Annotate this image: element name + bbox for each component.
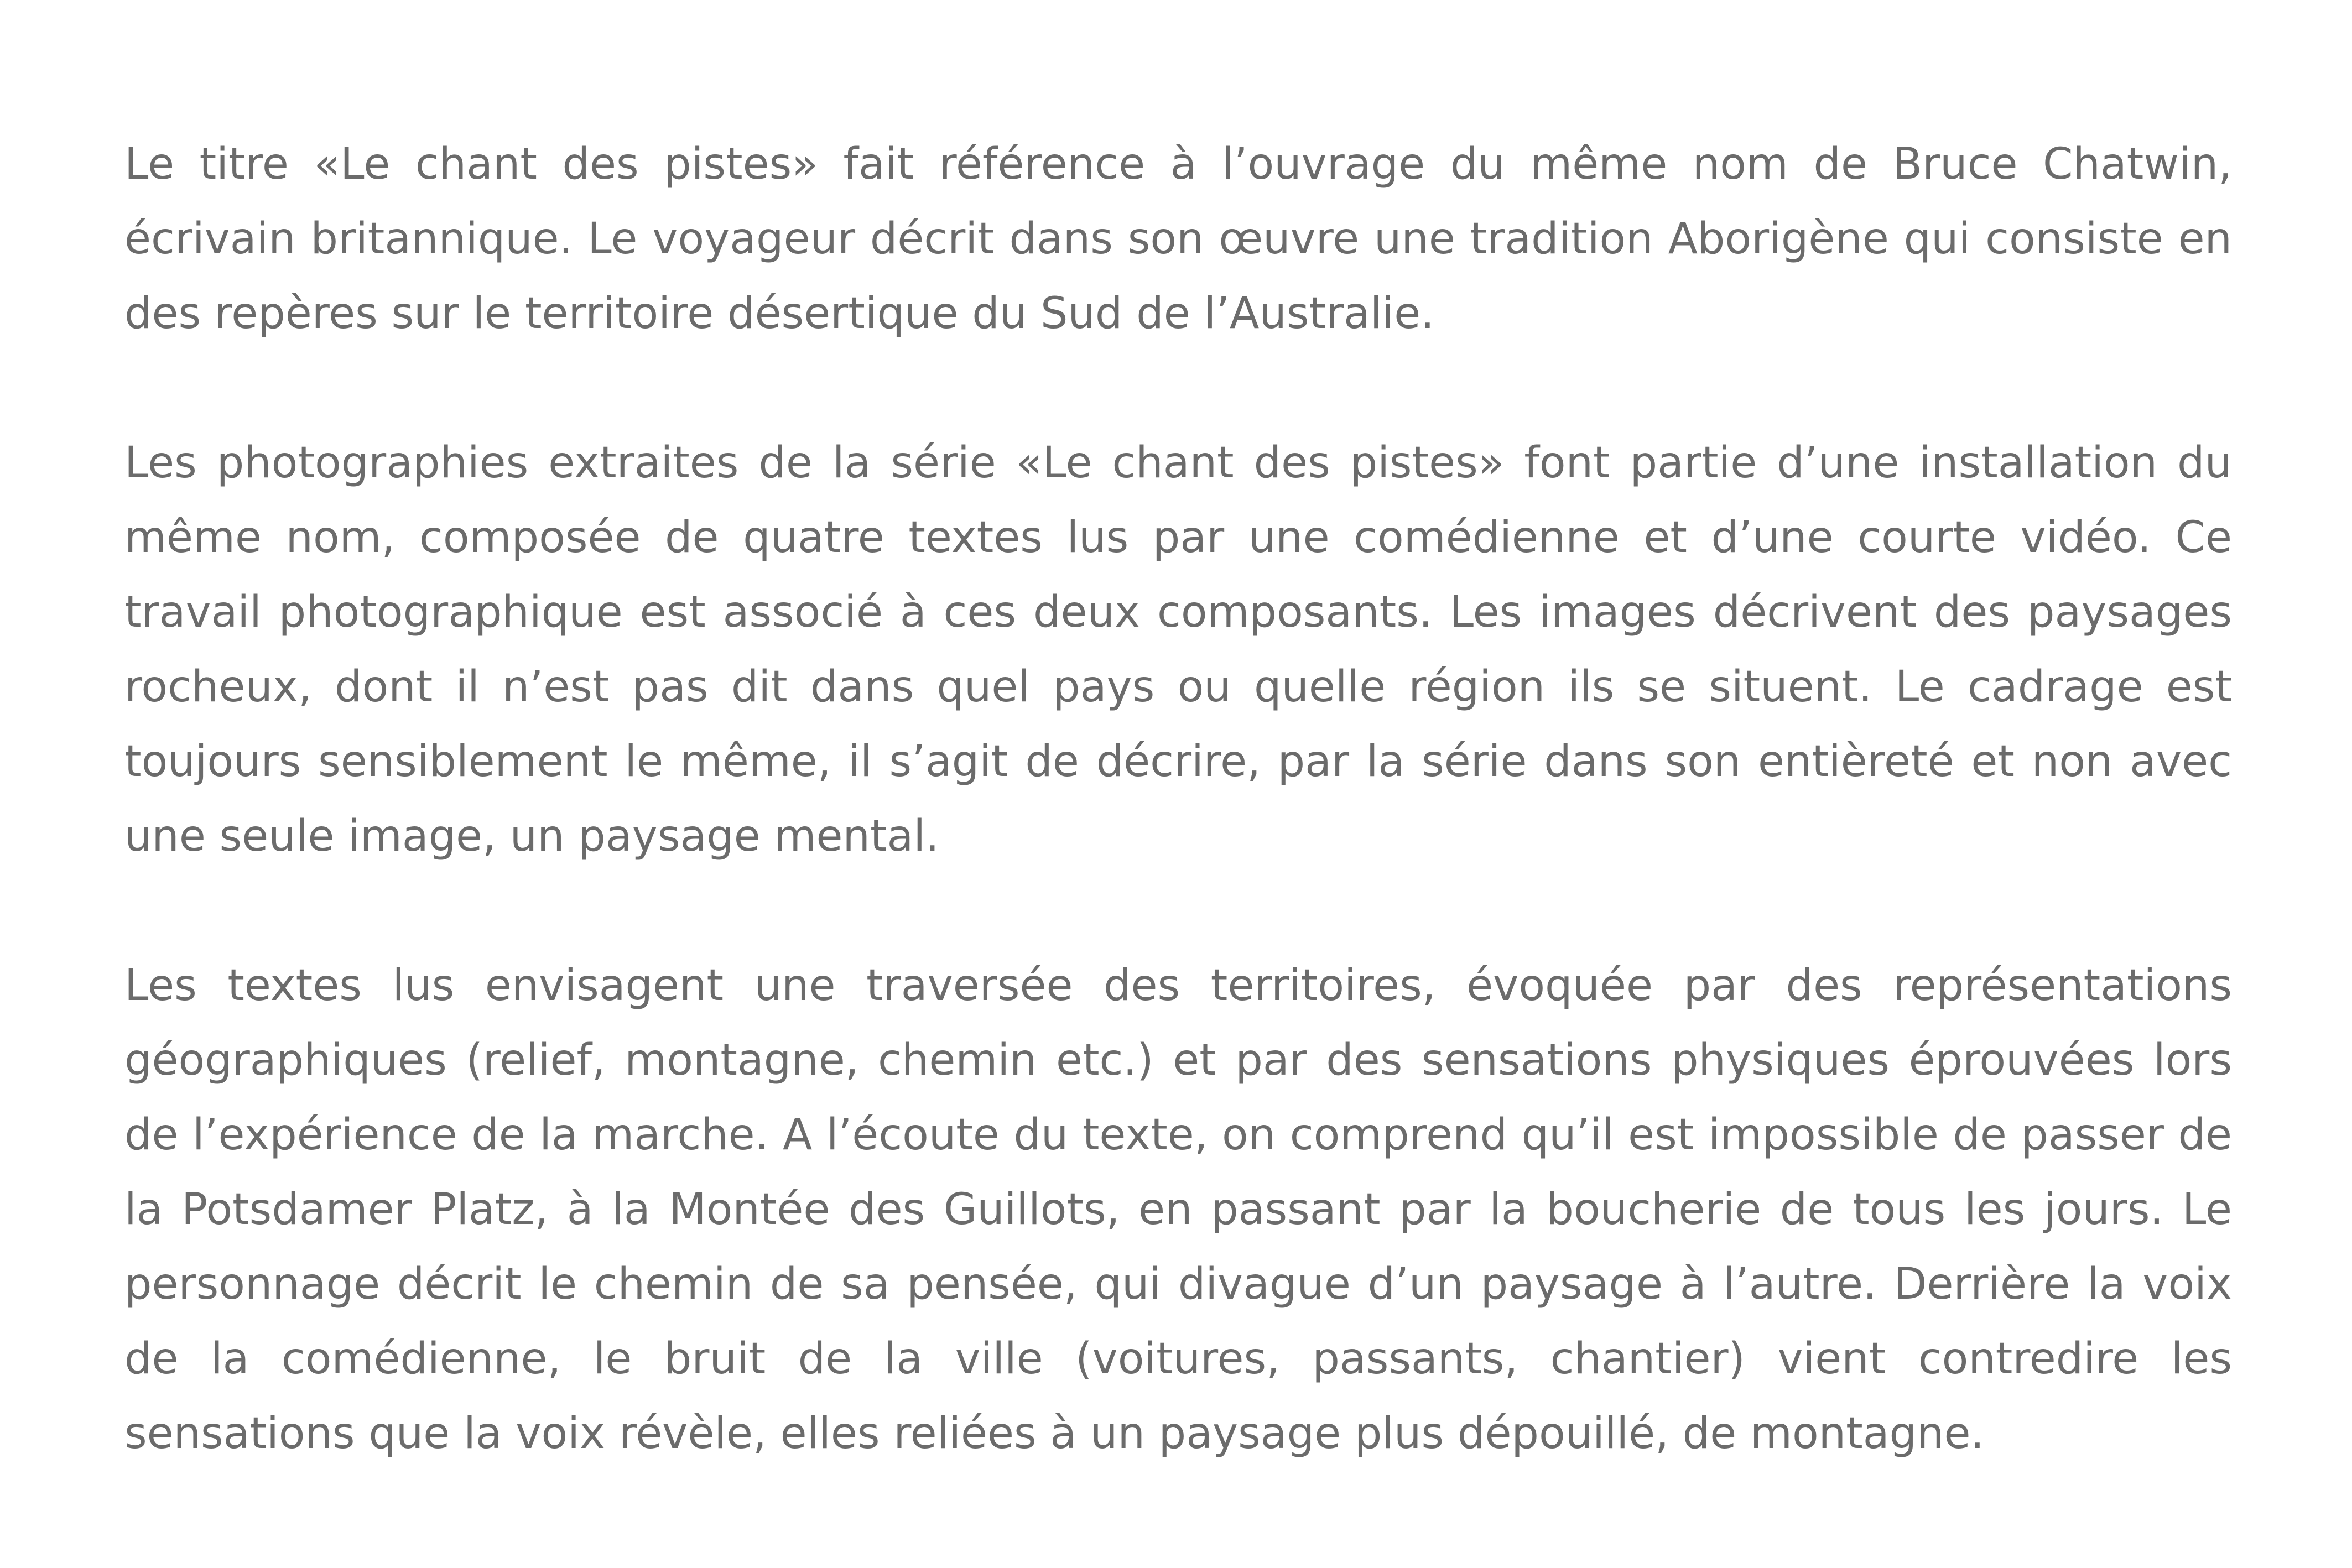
paragraph-texts: Les textes lus envisagent une traversée des territoires, évoquée par des représentations géographiques (relief, montagne, chemin etc.) et par des sensations physiques éprouvées lors de l’expérience de la marche. A l’écoute du texte, on comprend qu’il est impossible de passer de la Potsdamer Platz, à la Montée des Guillots, en passant par la boucherie de tous les jours. Le personnage décrit le chemin de sa pensée, qui divague d’un paysage à l’autre. Derrière la voix de la comédienne, le bruit de la ville (voitures, passants, chantier) vient contredire les sensations que la voix révèle, elles reliées à un paysage plus dépouillé, de montagne. (124, 961, 2232, 1458)
paragraph-photographs: Les photographies extraites de la série «Le chant des pistes» font partie d’une installation du même nom, composée de quatre textes lus par une comédienne et d’une courte vidéo. Ce travail photographique est associé à ces deux composants. Les images décrivent des paysages rocheux, dont il n’est pas dit dans quel pays ou quelle région ils se situent. Le cadrage est toujours sensiblement le même, il s’agit de décrire, par la série dans son entièreté et non avec une seule image, un paysage mental. (124, 438, 2232, 861)
paragraph-intro: Le titre «Le chant des pistes» fait référence à l’ouvrage du même nom de Bruce Chatwin, écrivain britannique. Le voyageur décrit dans son œuvre une tradition Aborigène qui consiste en des repères sur le territoire désertique du Sud de l’Australie. (124, 139, 2232, 338)
body-text (124, 127, 2232, 1471)
